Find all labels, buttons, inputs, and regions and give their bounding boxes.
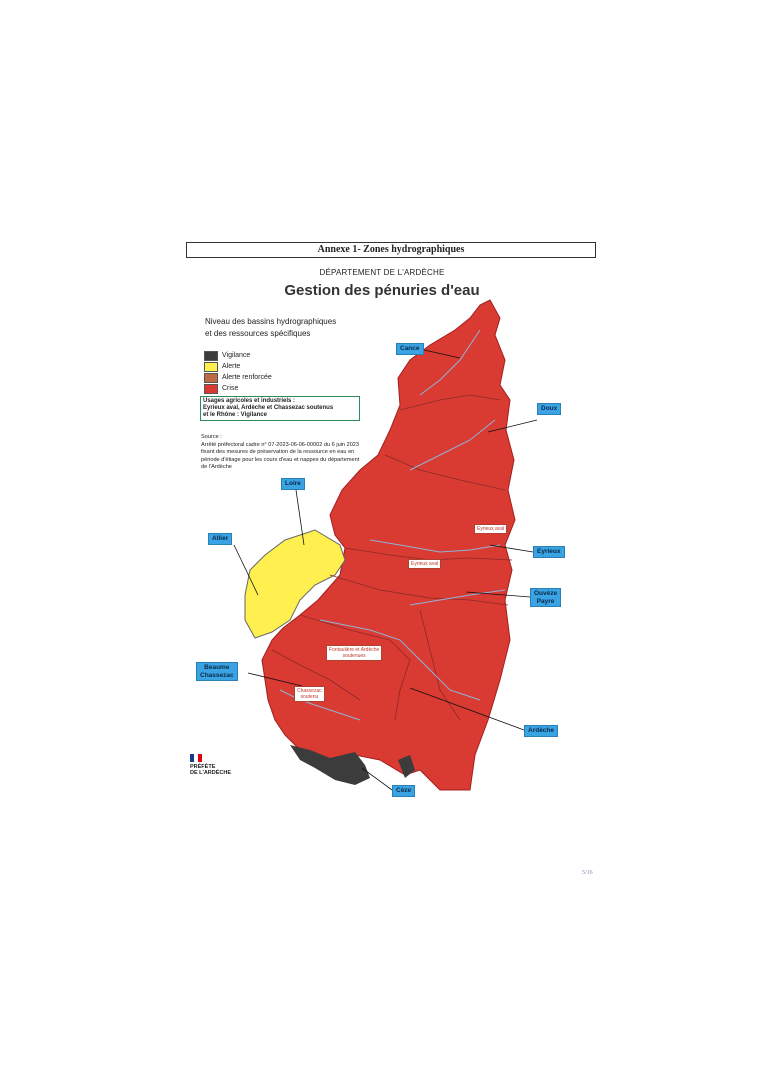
label-fontauliere-line-2: soutenues bbox=[342, 653, 366, 659]
legend-item-crise bbox=[204, 383, 272, 394]
callout-beaume bbox=[196, 662, 238, 681]
callout-eyrieux: Eyrieux bbox=[533, 546, 565, 558]
callout-doux: Doux bbox=[537, 403, 561, 415]
subtitle-line-1: Niveau des bassins hydrographiques bbox=[205, 317, 337, 326]
legend-label: Vigilance bbox=[222, 352, 251, 359]
source-text: Arrêté préfectoral cadre n° 07-2023-06-06-00002 du 6 juin 2023 fixant des mesures de préservation de la ressource en eau en période d'étiage pour les cours d'eau et nappes du département de l'Ardèche bbox=[201, 441, 360, 471]
label-chassezac-line-1: Chassezac bbox=[297, 688, 322, 694]
callout-allier: Allier bbox=[208, 533, 232, 545]
usage-line-2: Eyrieux aval, Ardèche et Chassezac soutenus bbox=[203, 405, 334, 411]
callout-ouveze-line-1: Ouvèze bbox=[534, 590, 558, 597]
label-eyrieux-aval-upper: Eyrieux aval bbox=[474, 524, 507, 534]
legend-swatch bbox=[204, 362, 218, 372]
source-note bbox=[201, 434, 361, 472]
legend-swatch bbox=[204, 373, 218, 383]
legend bbox=[204, 350, 272, 394]
usage-line-1: Usages agricoles et industriels : bbox=[203, 398, 296, 404]
logo-line-1: PRÉFÈTE bbox=[190, 764, 216, 770]
logo-line-2: DE L'ARDÈCHE bbox=[190, 770, 232, 776]
usage-line-3: et le Rhône : Vigilance bbox=[203, 412, 267, 418]
legend-swatch bbox=[204, 351, 218, 361]
french-flag-icon bbox=[190, 754, 202, 762]
legend-item-vigilance bbox=[204, 350, 272, 361]
legend-label: Crise bbox=[222, 385, 239, 392]
label-chassezac-line-2: soutenu bbox=[300, 694, 319, 700]
map-title: Gestion des pénuries d'eau bbox=[284, 282, 480, 299]
label-fontauliere-line-1: Fontaulière et Ardèche bbox=[329, 647, 380, 653]
map-subtitle bbox=[205, 316, 375, 340]
callout-ouveze-line-2: Payre bbox=[536, 597, 555, 605]
legend-swatch bbox=[204, 384, 218, 394]
department-label: DÉPARTEMENT DE L'ARDÈCHE bbox=[319, 268, 445, 277]
prefecture-logo bbox=[190, 754, 231, 776]
source-label: Source : bbox=[201, 434, 222, 440]
callout-ardeche: Ardèche bbox=[524, 725, 558, 737]
legend-label: Alerte renforcée bbox=[222, 374, 272, 381]
callout-beaume-line-1: Beaume bbox=[204, 664, 230, 671]
callout-loire: Loire bbox=[281, 478, 305, 490]
callout-beaume-line-2: Chassezac bbox=[200, 671, 234, 679]
annex-title: Annexe 1- Zones hydrographiques bbox=[186, 242, 596, 258]
callout-ouveze bbox=[530, 588, 561, 607]
subtitle-line-2: et des ressources spécifiques bbox=[205, 329, 311, 338]
page-number: 5/16 bbox=[582, 870, 593, 876]
label-fontauliere bbox=[326, 645, 382, 661]
label-chassezac bbox=[294, 686, 325, 702]
callout-cance: Cance bbox=[396, 343, 424, 355]
label-eyrieux-aval-lower: Eyrieux aval bbox=[408, 559, 441, 569]
legend-label: Alerte bbox=[222, 363, 241, 370]
usage-note bbox=[200, 396, 360, 421]
legend-item-alerte-renforcee bbox=[204, 372, 272, 383]
legend-item-alerte bbox=[204, 361, 272, 372]
callout-ceze: Cèze bbox=[392, 785, 415, 797]
